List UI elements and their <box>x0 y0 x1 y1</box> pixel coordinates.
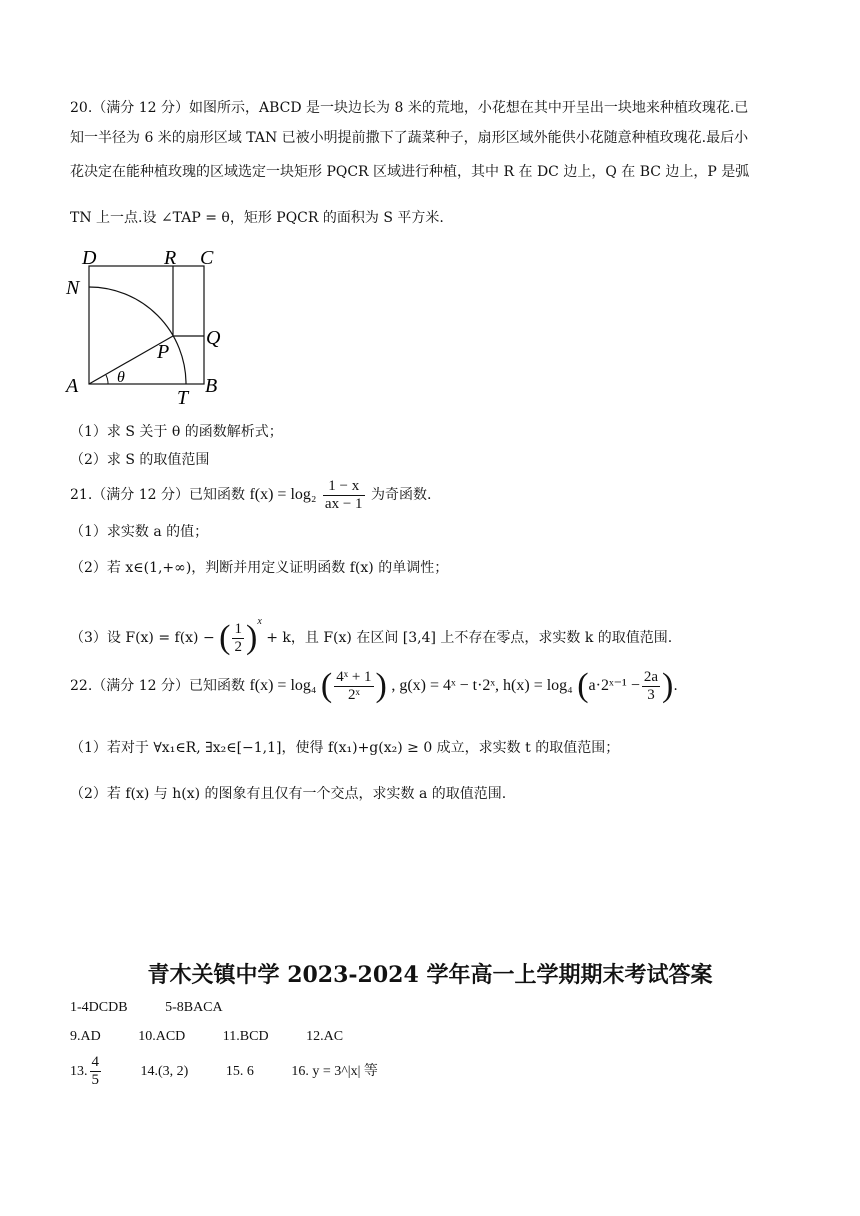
answers-row-1 <box>70 1000 223 1016</box>
answers-row-3 <box>70 1052 378 1092</box>
q21-intro <box>70 476 431 514</box>
label-t: T <box>177 387 189 409</box>
q22-h-frac-num: 2a <box>643 668 659 685</box>
angle-arc <box>106 375 108 384</box>
q21-fraction <box>323 478 365 513</box>
q20-line-2: 知一半径为 6 米的扇形区域 TAN 已被小明提前撒下了蔬菜种子，扇形区域外能供小花随意种植玫瑰花.最后小 <box>70 130 749 146</box>
paren-close: ) <box>245 619 258 656</box>
geometry-figure <box>62 244 237 409</box>
q21-suffix: 为奇函数. <box>371 487 432 503</box>
q22-h-fraction <box>642 669 660 704</box>
q22-intro: 22.（满分 12 分）已知函数 f(x) = log₄ ( $\frac{\text{4ˣ + 1}}{\text{2ˣ}}$ ) , g(x) = 4ˣ − t·2ˣ, h(x) = log₄ (a·2ˣ⁻¹ − $\frac{2a}{3}$ ). <box>70 667 678 704</box>
q20-line-1: 20.（满分 12 分）如图所示，ABCD 是一块边长为 8 米的荒地，小花想在其中开呈出一块地来种植玫瑰花.已 <box>70 100 749 116</box>
label-r: R <box>164 247 177 269</box>
label-q: Q <box>206 327 221 349</box>
q22-prefix: 22.（满分 12 分）已知函数 <box>70 678 245 694</box>
answer-14: 14.(3, 2) <box>140 1064 189 1079</box>
paren-open: ( <box>219 619 231 656</box>
q21-sub-1: （1）求实数 a 的值； <box>70 524 209 540</box>
q21-sub-2: （2）若 x∈(1,+∞)，判断并用定义证明函数 f(x) 的单调性； <box>70 560 449 576</box>
q22-f-frac-num: 4ˣ + 1 <box>336 668 372 685</box>
q22-g-h: , g(x) = 4ˣ − t·2ˣ, h(x) = log₄ <box>391 677 573 694</box>
q22-f-fraction <box>334 669 373 704</box>
q22-h-frac-den: 3 <box>647 686 655 703</box>
label-b: B <box>205 375 218 397</box>
answer-1-4: 1-4DCDB <box>70 1000 128 1015</box>
q21-sub3-frac-den: 2 <box>234 638 242 655</box>
label-d: D <box>82 247 97 269</box>
answer-13-num: 4 <box>91 1054 99 1071</box>
q22-h-inner: a·2ˣ⁻¹ − <box>588 677 640 694</box>
paren-close: ) <box>662 667 674 704</box>
label-a: A <box>66 375 79 397</box>
q22-f-frac-den: 2ˣ <box>347 686 360 703</box>
answer-15: 15. 6 <box>225 1064 254 1079</box>
q21-sub3-a: （3）设 F(x) = f(x) − <box>70 630 215 646</box>
q22-sub-2: （2）若 f(x) 与 h(x) 的图象有且仅有一个交点，求实数 a 的取值范围. <box>70 786 507 802</box>
q21-sub3-fraction <box>232 621 244 656</box>
answers-row-2 <box>70 1029 343 1045</box>
q21-prefix: 21.（满分 12 分）已知函数 <box>70 487 245 503</box>
answer-13-fraction <box>90 1054 102 1089</box>
label-theta: θ <box>117 369 125 386</box>
q22-f: f(x) = log₄ <box>249 677 317 694</box>
answer-11: 11.BCD <box>222 1029 269 1044</box>
q21-sub-3: （3）设 F(x) = f(x) − ( $\frac{1}{2}$ )$^x$ + k，且 F(x) 在区间 [3,4] 上不存在零点，求实数 k 的取值范围. <box>70 616 673 656</box>
answer-10: 10.ACD <box>138 1029 186 1044</box>
label-c: C <box>200 247 214 269</box>
q21-sub3-frac-num: 1 <box>234 620 242 637</box>
q21-sub3-b: + k，且 F(x) 在区间 [3,4] 上不存在零点，求实数 k 的取值范围. <box>266 630 673 646</box>
q21-frac-num: 1 − x <box>323 478 365 496</box>
answer-5-8: 5-8BACA <box>165 1000 223 1015</box>
q21-frac-den: ax − 1 <box>324 495 363 512</box>
q20-line-4: TN 上一点.设 ∠TAP = θ，矩形 PQCR 的面积为 S 平方米. <box>70 210 444 226</box>
answer-12: 12.AC <box>306 1029 344 1044</box>
answer-13-prefix: 13. <box>70 1064 88 1079</box>
label-n: N <box>66 277 80 299</box>
label-p: P <box>157 341 170 363</box>
answers-title: 青木关镇中学 2023-2024 学年高一上学期期末考试答案 <box>147 962 713 988</box>
square-abcd <box>89 266 204 384</box>
arc-tn <box>89 287 186 384</box>
q22-sub-1: （1）若对于 ∀x₁∈R, ∃x₂∈[−1,1]，使得 f(x₁)+g(x₂) ≥ 0 成立，求实数 t 的取值范围； <box>70 740 620 756</box>
q20-line-3: 花决定在能种植玫瑰的区域选定一块矩形 PQCR 区域进行种植，其中 R 在 DC 边上，Q 在 BC 边上，P 是弧 <box>70 164 750 180</box>
paren-close: ) <box>375 667 387 704</box>
answer-13-den: 5 <box>91 1072 99 1089</box>
q21-function: f(x) = log₂ <box>249 486 317 503</box>
q20-sub-2: （2）求 S 的取值范围 <box>70 452 210 468</box>
paren-open: ( <box>577 667 589 704</box>
paren-open: ( <box>320 667 333 704</box>
answer-9: 9.AD <box>70 1029 101 1044</box>
answer-16: 16. y = 3^|x| 等 <box>291 1064 378 1079</box>
q20-sub-1: （1）求 S 关于 θ 的函数解析式； <box>70 424 283 440</box>
